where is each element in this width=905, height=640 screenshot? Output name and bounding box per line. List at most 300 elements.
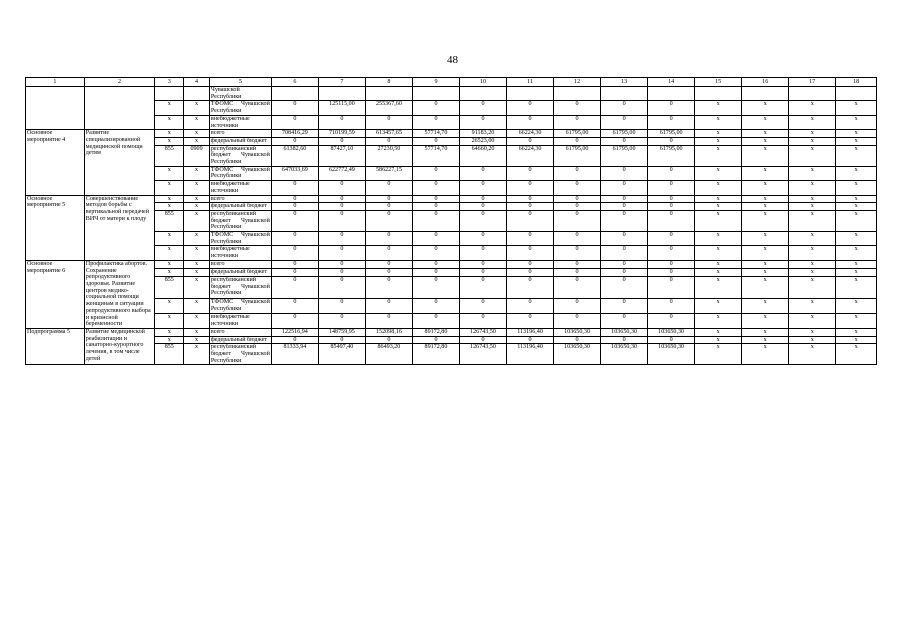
- grbs-code-cell: x: [155, 268, 184, 276]
- section-code-cell: x: [184, 166, 210, 180]
- column-number-cell: 3: [155, 78, 184, 87]
- value-cell: 0: [365, 260, 412, 268]
- value-cell: 0: [365, 313, 412, 328]
- value-cell: 0: [459, 203, 506, 211]
- value-cell: 0: [318, 313, 365, 328]
- value-cell: x: [742, 268, 789, 276]
- value-cell: 0: [554, 260, 601, 268]
- value-cell: 27230,50: [365, 145, 412, 166]
- funding-source-cell: федеральный бюджет: [209, 268, 271, 276]
- funding-source-cell: республиканский бюджет Чувашской Республики: [210, 344, 270, 364]
- value-cell: 0: [601, 137, 648, 145]
- value-cell: 0: [507, 203, 554, 211]
- value-cell: x: [836, 195, 877, 203]
- value-cell: x: [742, 336, 789, 344]
- value-cell: 0: [507, 268, 554, 276]
- column-number-cell: 12: [554, 78, 601, 87]
- activity-description-cell: [84, 87, 155, 130]
- value-cell: 0: [648, 298, 695, 313]
- value-cell: 0: [318, 268, 365, 276]
- section-code-cell: x: [184, 268, 210, 276]
- value-cell: x: [695, 260, 742, 268]
- value-cell: 0: [412, 260, 459, 268]
- value-cell: 0: [554, 268, 601, 276]
- section-code-cell: x: [184, 246, 210, 260]
- value-cell: x: [695, 328, 742, 336]
- value-cell: 0: [601, 195, 648, 203]
- value-cell: 61795,00: [601, 130, 648, 138]
- value-cell: x: [742, 344, 789, 365]
- value-cell: 0: [648, 101, 695, 115]
- value-cell: x: [695, 166, 742, 180]
- value-cell: 0: [554, 195, 601, 203]
- value-cell: 622772,49: [318, 166, 365, 180]
- funding-source-cell: федеральный бюджет: [209, 203, 271, 211]
- value-cell: 0: [601, 276, 648, 298]
- value-cell: [836, 87, 877, 101]
- value-cell: x: [695, 130, 742, 138]
- value-cell: x: [695, 276, 742, 298]
- value-cell: 57714,70: [412, 145, 459, 166]
- value-cell: 0: [648, 203, 695, 211]
- activity-description-cell: Совершенствование методов борьбы с вертикальной передачей ВИЧ от матери к плоду: [84, 195, 155, 260]
- value-cell: 0: [459, 276, 506, 298]
- value-cell: x: [695, 195, 742, 203]
- value-cell: 85497,40: [318, 344, 365, 365]
- value-cell: 0: [318, 260, 365, 268]
- value-cell: 0: [507, 166, 554, 180]
- value-cell: 0: [412, 101, 459, 115]
- value-cell: x: [695, 210, 742, 231]
- value-cell: 61795,00: [648, 130, 695, 138]
- activity-description-cell: Развитие медицинской реабилитации и санаторно-курортного лечения, в том числе детей: [84, 328, 155, 365]
- value-cell: 0: [271, 115, 318, 129]
- value-cell: 0: [412, 181, 459, 195]
- value-cell: 122516,94: [271, 328, 318, 336]
- value-cell: x: [836, 232, 877, 246]
- value-cell: 0: [648, 195, 695, 203]
- value-cell: x: [836, 166, 877, 180]
- value-cell: 0: [459, 210, 506, 231]
- funding-source-cell: федеральный бюджет: [209, 137, 271, 145]
- value-cell: x: [789, 344, 836, 365]
- section-code-cell: x: [184, 328, 210, 336]
- value-cell: 0: [601, 203, 648, 211]
- value-cell: x: [789, 115, 836, 129]
- value-cell: 0: [318, 232, 365, 246]
- value-cell: x: [742, 137, 789, 145]
- activity-description-cell: Развитие специализированной медицинской помощи детям: [84, 130, 155, 195]
- value-cell: x: [789, 328, 836, 336]
- funding-source-cell: ТФОМС Чувашской Республики: [210, 166, 270, 180]
- value-cell: 0: [554, 298, 601, 313]
- value-cell: 89172,80: [412, 344, 459, 365]
- value-cell: 0: [648, 166, 695, 180]
- value-cell: 0: [318, 203, 365, 211]
- value-cell: 0: [507, 260, 554, 268]
- value-cell: [695, 87, 742, 101]
- value-cell: x: [742, 130, 789, 138]
- value-cell: 0: [365, 276, 412, 298]
- value-cell: 0: [412, 203, 459, 211]
- section-code-cell: [184, 87, 210, 101]
- value-cell: 57714,70: [412, 130, 459, 138]
- value-cell: 0: [648, 137, 695, 145]
- value-cell: [507, 87, 554, 101]
- grbs-code-cell: [155, 87, 184, 101]
- value-cell: x: [836, 115, 877, 129]
- value-cell: 126743,50: [459, 344, 506, 365]
- value-cell: [601, 87, 648, 101]
- value-cell: 0: [507, 246, 554, 260]
- value-cell: 0: [318, 246, 365, 260]
- value-cell: x: [836, 328, 877, 336]
- activity-name-cell: [26, 87, 85, 130]
- value-cell: 0: [271, 336, 318, 344]
- value-cell: 0: [648, 313, 695, 328]
- grbs-code-cell: x: [155, 328, 184, 336]
- value-cell: 0: [412, 232, 459, 246]
- value-cell: 0: [271, 298, 318, 313]
- value-cell: x: [789, 232, 836, 246]
- value-cell: x: [789, 101, 836, 115]
- funding-source-cell: ТФОМС Чувашской Республики: [210, 232, 270, 245]
- value-cell: 103650,30: [601, 328, 648, 336]
- value-cell: x: [836, 344, 877, 365]
- value-cell: 0: [601, 268, 648, 276]
- value-cell: 0: [271, 195, 318, 203]
- value-cell: x: [836, 313, 877, 328]
- value-cell: 0: [412, 276, 459, 298]
- budget-table: [25, 77, 877, 365]
- section-code-cell: x: [184, 298, 210, 313]
- value-cell: 0: [318, 210, 365, 231]
- value-cell: 0: [459, 181, 506, 195]
- value-cell: 0: [459, 101, 506, 115]
- value-cell: 0: [554, 181, 601, 195]
- value-cell: 0: [554, 166, 601, 180]
- value-cell: 0: [554, 101, 601, 115]
- value-cell: 0: [507, 298, 554, 313]
- value-cell: 0: [271, 181, 318, 195]
- value-cell: 0: [365, 195, 412, 203]
- value-cell: x: [742, 101, 789, 115]
- value-cell: x: [789, 195, 836, 203]
- value-cell: 0: [554, 137, 601, 145]
- value-cell: 81333,94: [271, 344, 318, 365]
- value-cell: 61795,00: [554, 145, 601, 166]
- value-cell: 0: [601, 115, 648, 129]
- value-cell: 0: [365, 203, 412, 211]
- value-cell: 113196,40: [507, 344, 554, 365]
- grbs-code-cell: x: [155, 101, 184, 115]
- value-cell: 0: [459, 260, 506, 268]
- section-code-cell: x: [184, 101, 210, 115]
- value-cell: x: [789, 145, 836, 166]
- value-cell: x: [789, 181, 836, 195]
- value-cell: 148759,95: [318, 328, 365, 336]
- value-cell: 0: [507, 232, 554, 246]
- value-cell: 64660,20: [459, 145, 506, 166]
- column-number-row: [26, 78, 877, 87]
- value-cell: x: [695, 101, 742, 115]
- value-cell: 0: [365, 115, 412, 129]
- grbs-code-cell: x: [155, 336, 184, 344]
- section-code-cell: x: [184, 276, 210, 298]
- value-cell: x: [742, 298, 789, 313]
- value-cell: 0: [601, 181, 648, 195]
- value-cell: 0: [271, 276, 318, 298]
- section-code-cell: x: [184, 232, 210, 246]
- value-cell: 647033,69: [271, 166, 318, 180]
- column-number-cell: 13: [601, 78, 648, 87]
- value-cell: 0: [601, 166, 648, 180]
- value-cell: x: [742, 260, 789, 268]
- value-cell: 61795,00: [601, 145, 648, 166]
- value-cell: 0: [459, 115, 506, 129]
- funding-source-cell: всего: [209, 260, 271, 268]
- value-cell: 0: [554, 313, 601, 328]
- section-code-cell: x: [184, 203, 210, 211]
- column-number-cell: 6: [271, 78, 318, 87]
- value-cell: x: [789, 313, 836, 328]
- value-cell: 125115,00: [318, 101, 365, 115]
- value-cell: 0: [507, 101, 554, 115]
- value-cell: x: [836, 130, 877, 138]
- value-cell: 0: [365, 210, 412, 231]
- table-row: [26, 260, 877, 268]
- value-cell: x: [789, 268, 836, 276]
- value-cell: 103650,30: [554, 328, 601, 336]
- value-cell: 0: [554, 232, 601, 246]
- value-cell: 89172,80: [412, 328, 459, 336]
- table-row: [26, 87, 877, 101]
- column-number-cell: 15: [695, 78, 742, 87]
- value-cell: x: [789, 260, 836, 268]
- value-cell: x: [742, 203, 789, 211]
- column-number-cell: 4: [184, 78, 210, 87]
- value-cell: 0: [648, 181, 695, 195]
- section-code-cell: x: [184, 210, 210, 231]
- value-cell: 0: [412, 246, 459, 260]
- funding-source-cell: внебюджетные источники: [209, 246, 271, 260]
- section-code-cell: x: [184, 313, 210, 328]
- value-cell: 0: [648, 115, 695, 129]
- value-cell: 0: [365, 232, 412, 246]
- value-cell: x: [742, 181, 789, 195]
- value-cell: x: [789, 298, 836, 313]
- funding-source-cell: всего: [209, 195, 271, 203]
- value-cell: 0: [459, 268, 506, 276]
- value-cell: 0: [318, 181, 365, 195]
- value-cell: x: [836, 260, 877, 268]
- value-cell: 0: [601, 246, 648, 260]
- funding-source-cell: всего: [209, 328, 271, 336]
- value-cell: 0: [412, 268, 459, 276]
- value-cell: 255367,60: [365, 101, 412, 115]
- grbs-code-cell: 855: [155, 344, 184, 365]
- value-cell: 103650,30: [601, 344, 648, 365]
- value-cell: 0: [601, 101, 648, 115]
- column-number-cell: 8: [365, 78, 412, 87]
- value-cell: 0: [554, 276, 601, 298]
- value-cell: 103650,30: [648, 328, 695, 336]
- value-cell: 0: [459, 246, 506, 260]
- table-row: [26, 328, 877, 336]
- value-cell: 91183,20: [459, 130, 506, 138]
- section-code-cell: x: [184, 195, 210, 203]
- grbs-code-cell: 855: [155, 276, 184, 298]
- value-cell: 0: [507, 336, 554, 344]
- value-cell: 0: [412, 298, 459, 313]
- funding-source-cell: ТФОМС Чувашской Республики: [210, 298, 270, 312]
- value-cell: 0: [601, 232, 648, 246]
- column-number-cell: 1: [26, 78, 85, 87]
- value-cell: x: [742, 328, 789, 336]
- value-cell: [648, 87, 695, 101]
- value-cell: 0: [648, 336, 695, 344]
- value-cell: x: [695, 268, 742, 276]
- value-cell: 0: [554, 246, 601, 260]
- funding-source-cell: внебюджетные источники: [209, 313, 271, 328]
- value-cell: 126743,50: [459, 328, 506, 336]
- value-cell: [318, 87, 365, 101]
- grbs-code-cell: x: [155, 195, 184, 203]
- value-cell: x: [789, 130, 836, 138]
- value-cell: 0: [648, 210, 695, 231]
- value-cell: 0: [318, 276, 365, 298]
- value-cell: 0: [318, 336, 365, 344]
- grbs-code-cell: x: [155, 203, 184, 211]
- value-cell: x: [789, 203, 836, 211]
- activity-description-cell: Профилактика абортов. Сохранение репродуктивного здоровья. Развитие центров медико-социальной помощи женщинам в ситуации репродуктивного выбора и кризисной беременности: [84, 260, 155, 328]
- value-cell: x: [836, 145, 877, 166]
- value-cell: 0: [507, 210, 554, 231]
- value-cell: 0: [459, 313, 506, 328]
- value-cell: x: [742, 210, 789, 231]
- grbs-code-cell: 855: [155, 145, 184, 166]
- column-number-cell: 11: [507, 78, 554, 87]
- value-cell: 0: [507, 181, 554, 195]
- value-cell: x: [742, 313, 789, 328]
- value-cell: 0: [507, 195, 554, 203]
- value-cell: 0: [271, 260, 318, 268]
- value-cell: x: [695, 232, 742, 246]
- grbs-code-cell: x: [155, 130, 184, 138]
- section-code-cell: x: [184, 130, 210, 138]
- value-cell: 86493,20: [365, 344, 412, 365]
- value-cell: x: [836, 181, 877, 195]
- funding-source-cell: ТФОМС Чувашской Республики: [210, 101, 270, 115]
- column-number-cell: 17: [789, 78, 836, 87]
- grbs-code-cell: x: [155, 137, 184, 145]
- value-cell: 0: [412, 166, 459, 180]
- value-cell: 113196,40: [507, 328, 554, 336]
- value-cell: 708416,29: [271, 130, 318, 138]
- value-cell: x: [789, 166, 836, 180]
- value-cell: 0: [648, 232, 695, 246]
- section-code-cell: x: [184, 260, 210, 268]
- grbs-code-cell: x: [155, 246, 184, 260]
- value-cell: 0: [365, 336, 412, 344]
- value-cell: x: [789, 210, 836, 231]
- value-cell: x: [742, 246, 789, 260]
- value-cell: 0: [507, 313, 554, 328]
- value-cell: 0: [271, 210, 318, 231]
- value-cell: 0: [412, 210, 459, 231]
- section-code-cell: x: [184, 137, 210, 145]
- value-cell: 0: [318, 195, 365, 203]
- value-cell: x: [836, 203, 877, 211]
- value-cell: 0: [412, 137, 459, 145]
- value-cell: 0: [507, 137, 554, 145]
- value-cell: 0: [554, 210, 601, 231]
- value-cell: 103650,30: [554, 344, 601, 365]
- value-cell: 0: [601, 260, 648, 268]
- value-cell: x: [742, 166, 789, 180]
- value-cell: 0: [459, 166, 506, 180]
- grbs-code-cell: x: [155, 298, 184, 313]
- value-cell: 0: [318, 115, 365, 129]
- funding-source-cell: внебюджетные источники: [209, 181, 271, 195]
- funding-source-cell: всего: [209, 130, 271, 138]
- table-row: [26, 195, 877, 203]
- value-cell: 87427,10: [318, 145, 365, 166]
- value-cell: 0: [412, 336, 459, 344]
- grbs-code-cell: x: [155, 181, 184, 195]
- value-cell: 0: [459, 195, 506, 203]
- value-cell: 0: [554, 203, 601, 211]
- value-cell: 0: [507, 115, 554, 129]
- value-cell: 0: [554, 115, 601, 129]
- value-cell: x: [695, 246, 742, 260]
- value-cell: [412, 87, 459, 101]
- value-cell: 0: [412, 115, 459, 129]
- value-cell: 0: [601, 298, 648, 313]
- value-cell: 0: [271, 232, 318, 246]
- value-cell: x: [695, 137, 742, 145]
- grbs-code-cell: x: [155, 166, 184, 180]
- value-cell: 0: [271, 101, 318, 115]
- grbs-code-cell: x: [155, 313, 184, 328]
- value-cell: 61795,00: [648, 145, 695, 166]
- value-cell: [365, 87, 412, 101]
- value-cell: 0: [507, 276, 554, 298]
- value-cell: 0: [648, 260, 695, 268]
- value-cell: 0: [601, 313, 648, 328]
- value-cell: x: [695, 145, 742, 166]
- value-cell: x: [836, 298, 877, 313]
- value-cell: x: [695, 203, 742, 211]
- grbs-code-cell: 855: [155, 210, 184, 231]
- value-cell: x: [836, 336, 877, 344]
- value-cell: 0: [459, 336, 506, 344]
- funding-source-cell: Чувашской Республики: [209, 87, 271, 101]
- value-cell: 0: [271, 203, 318, 211]
- value-cell: 26523,00: [459, 137, 506, 145]
- value-cell: x: [695, 336, 742, 344]
- value-cell: x: [695, 181, 742, 195]
- value-cell: 586227,15: [365, 166, 412, 180]
- value-cell: x: [742, 276, 789, 298]
- value-cell: x: [695, 344, 742, 365]
- value-cell: 613457,65: [365, 130, 412, 138]
- value-cell: x: [836, 210, 877, 231]
- value-cell: 0: [365, 268, 412, 276]
- activity-name-cell: Основное мероприятие 4: [26, 130, 85, 195]
- value-cell: x: [695, 115, 742, 129]
- column-number-cell: 9: [412, 78, 459, 87]
